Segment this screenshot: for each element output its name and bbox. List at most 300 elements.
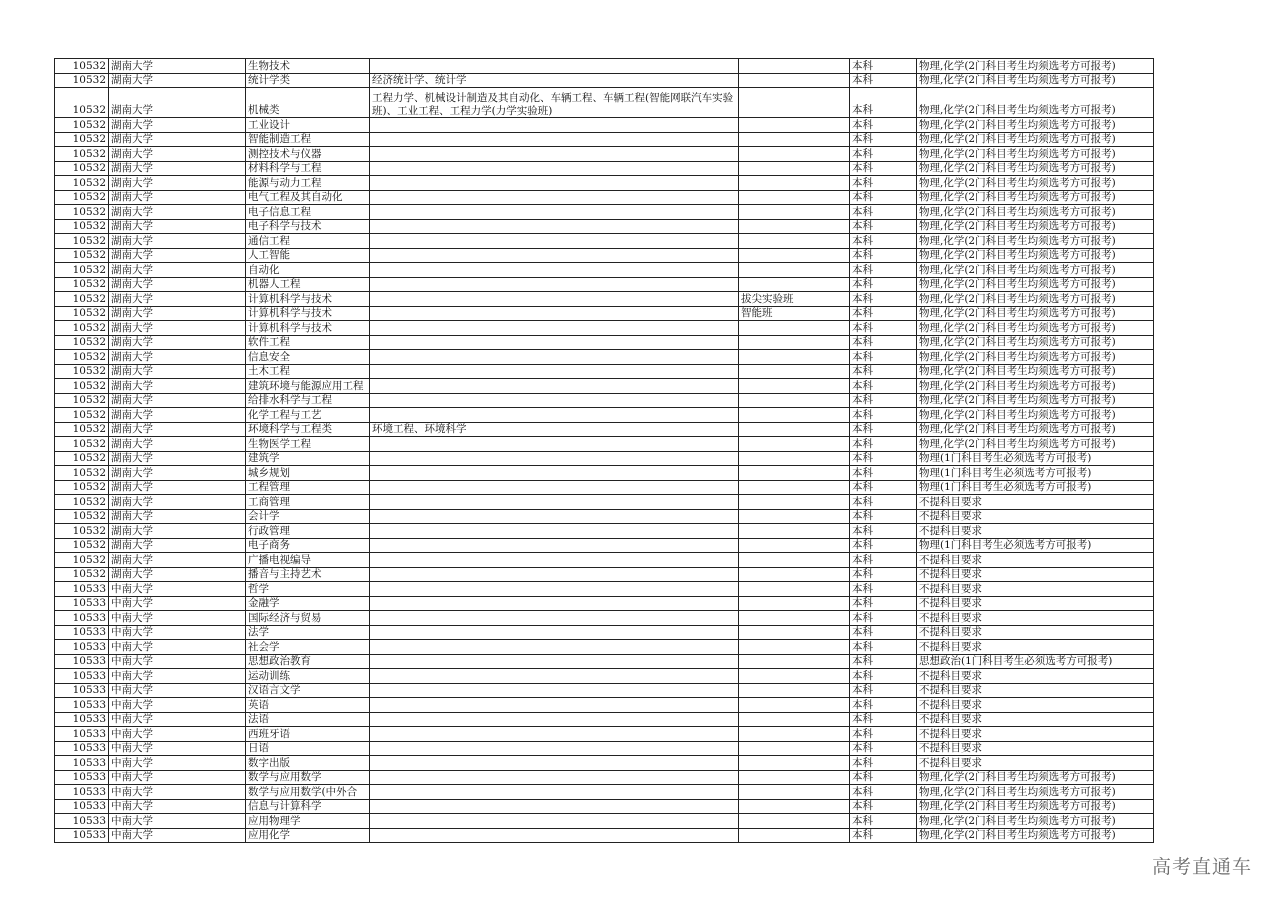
major-name-cell: 人工智能 bbox=[246, 248, 370, 263]
subject-requirement-cell: 物理,化学(2门科目考生均须选考方可报考) bbox=[917, 785, 1154, 800]
note-cell bbox=[739, 698, 850, 713]
level-cell: 本科 bbox=[850, 205, 917, 220]
subject-requirement-cell: 物理,化学(2门科目考生均须选考方可报考) bbox=[917, 205, 1154, 220]
school-name-cell: 湖南大学 bbox=[109, 306, 246, 321]
subject-requirement-cell: 物理,化学(2门科目考生均须选考方可报考) bbox=[917, 292, 1154, 307]
major-name-cell: 建筑环境与能源应用工程 bbox=[246, 379, 370, 394]
included-majors-cell bbox=[370, 176, 739, 191]
school-name-cell: 湖南大学 bbox=[109, 248, 246, 263]
note-cell bbox=[739, 495, 850, 510]
level-cell: 本科 bbox=[850, 422, 917, 437]
school-code-cell: 10532 bbox=[55, 88, 109, 118]
note-cell bbox=[739, 828, 850, 843]
included-majors-cell bbox=[370, 741, 739, 756]
table-row bbox=[55, 727, 1154, 742]
major-name-cell: 计算机科学与技术 bbox=[246, 306, 370, 321]
school-code-cell: 10532 bbox=[55, 234, 109, 249]
included-majors-cell bbox=[370, 437, 739, 452]
included-majors-cell bbox=[370, 335, 739, 350]
table-row bbox=[55, 596, 1154, 611]
table-row bbox=[55, 205, 1154, 220]
level-cell: 本科 bbox=[850, 408, 917, 423]
table-row bbox=[55, 524, 1154, 539]
included-majors-cell bbox=[370, 770, 739, 785]
subject-requirement-cell: 不提科目要求 bbox=[917, 611, 1154, 626]
level-cell: 本科 bbox=[850, 248, 917, 263]
table-row bbox=[55, 335, 1154, 350]
subject-requirement-cell: 不提科目要求 bbox=[917, 495, 1154, 510]
school-name-cell: 中南大学 bbox=[109, 640, 246, 655]
major-name-cell: 材料科学与工程 bbox=[246, 161, 370, 176]
subject-requirement-cell: 物理,化学(2门科目考生均须选考方可报考) bbox=[917, 335, 1154, 350]
school-name-cell: 湖南大学 bbox=[109, 335, 246, 350]
school-name-cell: 湖南大学 bbox=[109, 190, 246, 205]
note-cell bbox=[739, 176, 850, 191]
note-cell bbox=[739, 785, 850, 800]
note-cell: 智能班 bbox=[739, 306, 850, 321]
school-code-cell: 10532 bbox=[55, 321, 109, 336]
note-cell bbox=[739, 582, 850, 597]
table-row bbox=[55, 306, 1154, 321]
major-name-cell: 法学 bbox=[246, 625, 370, 640]
school-name-cell: 湖南大学 bbox=[109, 538, 246, 553]
major-name-cell: 城乡规划 bbox=[246, 466, 370, 481]
note-cell bbox=[739, 408, 850, 423]
table-row bbox=[55, 640, 1154, 655]
included-majors-cell bbox=[370, 321, 739, 336]
level-cell: 本科 bbox=[850, 596, 917, 611]
table-row bbox=[55, 190, 1154, 205]
level-cell: 本科 bbox=[850, 466, 917, 481]
table-row bbox=[55, 480, 1154, 495]
table-row bbox=[55, 350, 1154, 365]
note-cell bbox=[739, 161, 850, 176]
table-row bbox=[55, 466, 1154, 481]
major-name-cell: 日语 bbox=[246, 741, 370, 756]
watermark-logo-text: 高考直通车 bbox=[1151, 856, 1252, 878]
major-name-cell: 国际经济与贸易 bbox=[246, 611, 370, 626]
level-cell: 本科 bbox=[850, 219, 917, 234]
table-row bbox=[55, 495, 1154, 510]
major-name-cell: 社会学 bbox=[246, 640, 370, 655]
table-row bbox=[55, 582, 1154, 597]
included-majors-cell bbox=[370, 625, 739, 640]
table-row bbox=[55, 814, 1154, 829]
note-cell bbox=[739, 524, 850, 539]
subject-requirement-cell: 不提科目要求 bbox=[917, 669, 1154, 684]
school-code-cell: 10532 bbox=[55, 451, 109, 466]
subject-requirement-cell: 物理,化学(2门科目考生均须选考方可报考) bbox=[917, 234, 1154, 249]
level-cell: 本科 bbox=[850, 335, 917, 350]
major-name-cell: 计算机科学与技术 bbox=[246, 321, 370, 336]
school-name-cell: 湖南大学 bbox=[109, 437, 246, 452]
subject-requirement-cell: 不提科目要求 bbox=[917, 509, 1154, 524]
note-cell bbox=[739, 73, 850, 88]
school-name-cell: 中南大学 bbox=[109, 611, 246, 626]
note-cell bbox=[739, 364, 850, 379]
school-name-cell: 湖南大学 bbox=[109, 73, 246, 88]
table-row bbox=[55, 132, 1154, 147]
school-name-cell: 中南大学 bbox=[109, 683, 246, 698]
school-name-cell: 中南大学 bbox=[109, 799, 246, 814]
level-cell: 本科 bbox=[850, 553, 917, 568]
school-name-cell: 湖南大学 bbox=[109, 147, 246, 162]
note-cell bbox=[739, 205, 850, 220]
subject-requirement-cell: 物理,化学(2门科目考生均须选考方可报考) bbox=[917, 350, 1154, 365]
note-cell bbox=[739, 422, 850, 437]
subject-requirement-cell: 不提科目要求 bbox=[917, 640, 1154, 655]
major-name-cell: 通信工程 bbox=[246, 234, 370, 249]
level-cell: 本科 bbox=[850, 509, 917, 524]
school-name-cell: 湖南大学 bbox=[109, 292, 246, 307]
level-cell: 本科 bbox=[850, 132, 917, 147]
major-name-cell: 计算机科学与技术 bbox=[246, 292, 370, 307]
table-row bbox=[55, 292, 1154, 307]
school-name-cell: 湖南大学 bbox=[109, 161, 246, 176]
subject-requirement-cell: 物理,化学(2门科目考生均须选考方可报考) bbox=[917, 828, 1154, 843]
level-cell: 本科 bbox=[850, 727, 917, 742]
major-name-cell: 英语 bbox=[246, 698, 370, 713]
subject-requirement-cell: 物理,化学(2门科目考生均须选考方可报考) bbox=[917, 59, 1154, 74]
note-cell bbox=[739, 219, 850, 234]
level-cell: 本科 bbox=[850, 306, 917, 321]
included-majors-cell bbox=[370, 451, 739, 466]
note-cell bbox=[739, 335, 850, 350]
level-cell: 本科 bbox=[850, 190, 917, 205]
subject-requirement-cell: 物理,化学(2门科目考生均须选考方可报考) bbox=[917, 393, 1154, 408]
included-majors-cell bbox=[370, 756, 739, 771]
included-majors-cell bbox=[370, 567, 739, 582]
level-cell: 本科 bbox=[850, 379, 917, 394]
included-majors-cell bbox=[370, 582, 739, 597]
note-cell bbox=[739, 234, 850, 249]
school-name-cell: 湖南大学 bbox=[109, 480, 246, 495]
included-majors-cell bbox=[370, 683, 739, 698]
school-name-cell: 湖南大学 bbox=[109, 88, 246, 118]
school-name-cell: 中南大学 bbox=[109, 582, 246, 597]
school-name-cell: 湖南大学 bbox=[109, 364, 246, 379]
school-code-cell: 10533 bbox=[55, 683, 109, 698]
school-code-cell: 10533 bbox=[55, 640, 109, 655]
school-name-cell: 湖南大学 bbox=[109, 205, 246, 220]
note-cell bbox=[739, 88, 850, 118]
included-majors-cell bbox=[370, 277, 739, 292]
major-name-cell: 播音与主持艺术 bbox=[246, 567, 370, 582]
level-cell: 本科 bbox=[850, 756, 917, 771]
major-name-cell: 西班牙语 bbox=[246, 727, 370, 742]
school-code-cell: 10532 bbox=[55, 480, 109, 495]
included-majors-cell: 工程力学、机械设计制造及其自动化、车辆工程、车辆工程(智能网联汽车实验班)、工业工程、工程力学(力学实验班) bbox=[370, 88, 739, 118]
school-code-cell: 10533 bbox=[55, 582, 109, 597]
subject-requirement-cell: 不提科目要求 bbox=[917, 698, 1154, 713]
major-name-cell: 数学与应用数学(中外合 bbox=[246, 785, 370, 800]
school-code-cell: 10533 bbox=[55, 625, 109, 640]
table-row bbox=[55, 669, 1154, 684]
note-cell bbox=[739, 799, 850, 814]
included-majors-cell bbox=[370, 698, 739, 713]
subject-requirement-cell: 物理,化学(2门科目考生均须选考方可报考) bbox=[917, 219, 1154, 234]
level-cell: 本科 bbox=[850, 640, 917, 655]
level-cell: 本科 bbox=[850, 147, 917, 162]
school-name-cell: 湖南大学 bbox=[109, 321, 246, 336]
school-code-cell: 10532 bbox=[55, 118, 109, 133]
school-name-cell: 湖南大学 bbox=[109, 553, 246, 568]
note-cell bbox=[739, 814, 850, 829]
school-name-cell: 湖南大学 bbox=[109, 451, 246, 466]
school-code-cell: 10532 bbox=[55, 538, 109, 553]
school-name-cell: 湖南大学 bbox=[109, 350, 246, 365]
major-name-cell: 测控技术与仪器 bbox=[246, 147, 370, 162]
school-name-cell: 湖南大学 bbox=[109, 277, 246, 292]
school-name-cell: 湖南大学 bbox=[109, 176, 246, 191]
major-name-cell: 机械类 bbox=[246, 88, 370, 118]
note-cell bbox=[739, 596, 850, 611]
subject-requirement-cell: 物理,化学(2门科目考生均须选考方可报考) bbox=[917, 437, 1154, 452]
included-majors-cell bbox=[370, 248, 739, 263]
school-code-cell: 10532 bbox=[55, 509, 109, 524]
level-cell: 本科 bbox=[850, 698, 917, 713]
major-name-cell: 化学工程与工艺 bbox=[246, 408, 370, 423]
level-cell: 本科 bbox=[850, 741, 917, 756]
level-cell: 本科 bbox=[850, 480, 917, 495]
major-name-cell: 智能制造工程 bbox=[246, 132, 370, 147]
table-row bbox=[55, 538, 1154, 553]
school-code-cell: 10532 bbox=[55, 350, 109, 365]
note-cell bbox=[739, 321, 850, 336]
school-code-cell: 10532 bbox=[55, 422, 109, 437]
table-row bbox=[55, 422, 1154, 437]
included-majors-cell bbox=[370, 466, 739, 481]
included-majors-cell bbox=[370, 524, 739, 539]
level-cell: 本科 bbox=[850, 567, 917, 582]
school-code-cell: 10532 bbox=[55, 306, 109, 321]
school-code-cell: 10533 bbox=[55, 596, 109, 611]
included-majors-cell bbox=[370, 611, 739, 626]
included-majors-cell bbox=[370, 292, 739, 307]
table-row bbox=[55, 364, 1154, 379]
note-cell bbox=[739, 538, 850, 553]
subject-requirement-cell: 不提科目要求 bbox=[917, 756, 1154, 771]
school-name-cell: 中南大学 bbox=[109, 669, 246, 684]
included-majors-cell bbox=[370, 669, 739, 684]
school-name-cell: 湖南大学 bbox=[109, 132, 246, 147]
level-cell: 本科 bbox=[850, 683, 917, 698]
table-row bbox=[55, 59, 1154, 74]
level-cell: 本科 bbox=[850, 234, 917, 249]
subject-requirement-cell: 不提科目要求 bbox=[917, 625, 1154, 640]
school-code-cell: 10532 bbox=[55, 59, 109, 74]
table-row bbox=[55, 277, 1154, 292]
subject-requirement-cell: 物理,化学(2门科目考生均须选考方可报考) bbox=[917, 277, 1154, 292]
school-name-cell: 湖南大学 bbox=[109, 408, 246, 423]
note-cell bbox=[739, 466, 850, 481]
school-code-cell: 10532 bbox=[55, 495, 109, 510]
table-row bbox=[55, 161, 1154, 176]
note-cell bbox=[739, 277, 850, 292]
school-code-cell: 10532 bbox=[55, 132, 109, 147]
school-name-cell: 中南大学 bbox=[109, 741, 246, 756]
level-cell: 本科 bbox=[850, 176, 917, 191]
table-row bbox=[55, 321, 1154, 336]
subject-requirement-cell: 物理(1门科目考生必须选考方可报考) bbox=[917, 466, 1154, 481]
school-code-cell: 10533 bbox=[55, 756, 109, 771]
note-cell bbox=[739, 741, 850, 756]
table-row bbox=[55, 176, 1154, 191]
note-cell bbox=[739, 248, 850, 263]
table-row bbox=[55, 118, 1154, 133]
level-cell: 本科 bbox=[850, 350, 917, 365]
level-cell: 本科 bbox=[850, 814, 917, 829]
major-name-cell: 建筑学 bbox=[246, 451, 370, 466]
included-majors-cell bbox=[370, 654, 739, 669]
included-majors-cell bbox=[370, 393, 739, 408]
subject-requirement-cell: 不提科目要求 bbox=[917, 524, 1154, 539]
school-code-cell: 10532 bbox=[55, 161, 109, 176]
note-cell bbox=[739, 379, 850, 394]
note-cell bbox=[739, 669, 850, 684]
included-majors-cell bbox=[370, 799, 739, 814]
major-name-cell: 自动化 bbox=[246, 263, 370, 278]
school-name-cell: 中南大学 bbox=[109, 654, 246, 669]
major-name-cell: 数字出版 bbox=[246, 756, 370, 771]
level-cell: 本科 bbox=[850, 437, 917, 452]
school-code-cell: 10533 bbox=[55, 799, 109, 814]
table-row bbox=[55, 770, 1154, 785]
school-code-cell: 10532 bbox=[55, 292, 109, 307]
included-majors-cell bbox=[370, 727, 739, 742]
school-name-cell: 中南大学 bbox=[109, 770, 246, 785]
school-code-cell: 10533 bbox=[55, 814, 109, 829]
major-name-cell: 法语 bbox=[246, 712, 370, 727]
school-name-cell: 湖南大学 bbox=[109, 219, 246, 234]
subject-requirement-cell: 物理,化学(2门科目考生均须选考方可报考) bbox=[917, 248, 1154, 263]
level-cell: 本科 bbox=[850, 538, 917, 553]
table-body bbox=[55, 59, 1154, 843]
major-name-cell: 软件工程 bbox=[246, 335, 370, 350]
table-row bbox=[55, 567, 1154, 582]
school-name-cell: 中南大学 bbox=[109, 712, 246, 727]
major-name-cell: 思想政治教育 bbox=[246, 654, 370, 669]
school-code-cell: 10532 bbox=[55, 408, 109, 423]
subject-requirement-cell: 物理,化学(2门科目考生均须选考方可报考) bbox=[917, 422, 1154, 437]
included-majors-cell bbox=[370, 814, 739, 829]
included-majors-cell bbox=[370, 538, 739, 553]
school-code-cell: 10533 bbox=[55, 828, 109, 843]
school-code-cell: 10533 bbox=[55, 654, 109, 669]
major-name-cell: 应用物理学 bbox=[246, 814, 370, 829]
school-name-cell: 湖南大学 bbox=[109, 263, 246, 278]
school-name-cell: 中南大学 bbox=[109, 785, 246, 800]
table-row bbox=[55, 88, 1154, 118]
subject-requirement-cell: 物理,化学(2门科目考生均须选考方可报考) bbox=[917, 408, 1154, 423]
included-majors-cell bbox=[370, 350, 739, 365]
table-row bbox=[55, 219, 1154, 234]
school-code-cell: 10532 bbox=[55, 553, 109, 568]
school-name-cell: 中南大学 bbox=[109, 727, 246, 742]
major-name-cell: 电气工程及其自动化 bbox=[246, 190, 370, 205]
major-name-cell: 生物技术 bbox=[246, 59, 370, 74]
major-name-cell: 工程管理 bbox=[246, 480, 370, 495]
note-cell: 拔尖实验班 bbox=[739, 292, 850, 307]
school-code-cell: 10532 bbox=[55, 205, 109, 220]
subject-requirement-cell: 物理,化学(2门科目考生均须选考方可报考) bbox=[917, 118, 1154, 133]
level-cell: 本科 bbox=[850, 785, 917, 800]
included-majors-cell bbox=[370, 712, 739, 727]
school-name-cell: 湖南大学 bbox=[109, 567, 246, 582]
school-name-cell: 中南大学 bbox=[109, 698, 246, 713]
included-majors-cell bbox=[370, 785, 739, 800]
school-code-cell: 10532 bbox=[55, 277, 109, 292]
school-code-cell: 10533 bbox=[55, 669, 109, 684]
table-row bbox=[55, 698, 1154, 713]
level-cell: 本科 bbox=[850, 611, 917, 626]
major-name-cell: 运动训练 bbox=[246, 669, 370, 684]
note-cell bbox=[739, 190, 850, 205]
subject-requirement-cell: 不提科目要求 bbox=[917, 582, 1154, 597]
note-cell bbox=[739, 567, 850, 582]
school-name-cell: 湖南大学 bbox=[109, 393, 246, 408]
school-code-cell: 10533 bbox=[55, 727, 109, 742]
table-row bbox=[55, 437, 1154, 452]
school-code-cell: 10532 bbox=[55, 147, 109, 162]
subject-requirement-cell: 物理,化学(2门科目考生均须选考方可报考) bbox=[917, 770, 1154, 785]
subject-requirement-cell: 物理,化学(2门科目考生均须选考方可报考) bbox=[917, 88, 1154, 118]
school-name-cell: 湖南大学 bbox=[109, 524, 246, 539]
included-majors-cell bbox=[370, 379, 739, 394]
table-row bbox=[55, 393, 1154, 408]
major-name-cell: 会计学 bbox=[246, 509, 370, 524]
note-cell bbox=[739, 611, 850, 626]
included-majors-cell bbox=[370, 828, 739, 843]
note-cell bbox=[739, 712, 850, 727]
included-majors-cell bbox=[370, 480, 739, 495]
table-row bbox=[55, 553, 1154, 568]
subject-requirement-cell: 物理,化学(2门科目考生均须选考方可报考) bbox=[917, 306, 1154, 321]
enrollment-subject-requirements-table bbox=[54, 58, 1154, 843]
school-code-cell: 10532 bbox=[55, 190, 109, 205]
major-name-cell: 信息安全 bbox=[246, 350, 370, 365]
level-cell: 本科 bbox=[850, 770, 917, 785]
major-name-cell: 统计学类 bbox=[246, 73, 370, 88]
level-cell: 本科 bbox=[850, 321, 917, 336]
table-row bbox=[55, 379, 1154, 394]
note-cell bbox=[739, 132, 850, 147]
note-cell bbox=[739, 727, 850, 742]
note-cell bbox=[739, 350, 850, 365]
included-majors-cell bbox=[370, 364, 739, 379]
major-name-cell: 电子信息工程 bbox=[246, 205, 370, 220]
table-row bbox=[55, 654, 1154, 669]
note-cell bbox=[739, 625, 850, 640]
table-row bbox=[55, 147, 1154, 162]
school-code-cell: 10532 bbox=[55, 437, 109, 452]
table-row bbox=[55, 712, 1154, 727]
school-name-cell: 中南大学 bbox=[109, 596, 246, 611]
included-majors-cell bbox=[370, 263, 739, 278]
subject-requirement-cell: 物理,化学(2门科目考生均须选考方可报考) bbox=[917, 814, 1154, 829]
major-name-cell: 行政管理 bbox=[246, 524, 370, 539]
major-name-cell: 环境科学与工程类 bbox=[246, 422, 370, 437]
school-code-cell: 10532 bbox=[55, 176, 109, 191]
table-row bbox=[55, 828, 1154, 843]
school-code-cell: 10532 bbox=[55, 567, 109, 582]
included-majors-cell bbox=[370, 596, 739, 611]
level-cell: 本科 bbox=[850, 451, 917, 466]
note-cell bbox=[739, 683, 850, 698]
note-cell bbox=[739, 480, 850, 495]
table-row bbox=[55, 263, 1154, 278]
level-cell: 本科 bbox=[850, 495, 917, 510]
